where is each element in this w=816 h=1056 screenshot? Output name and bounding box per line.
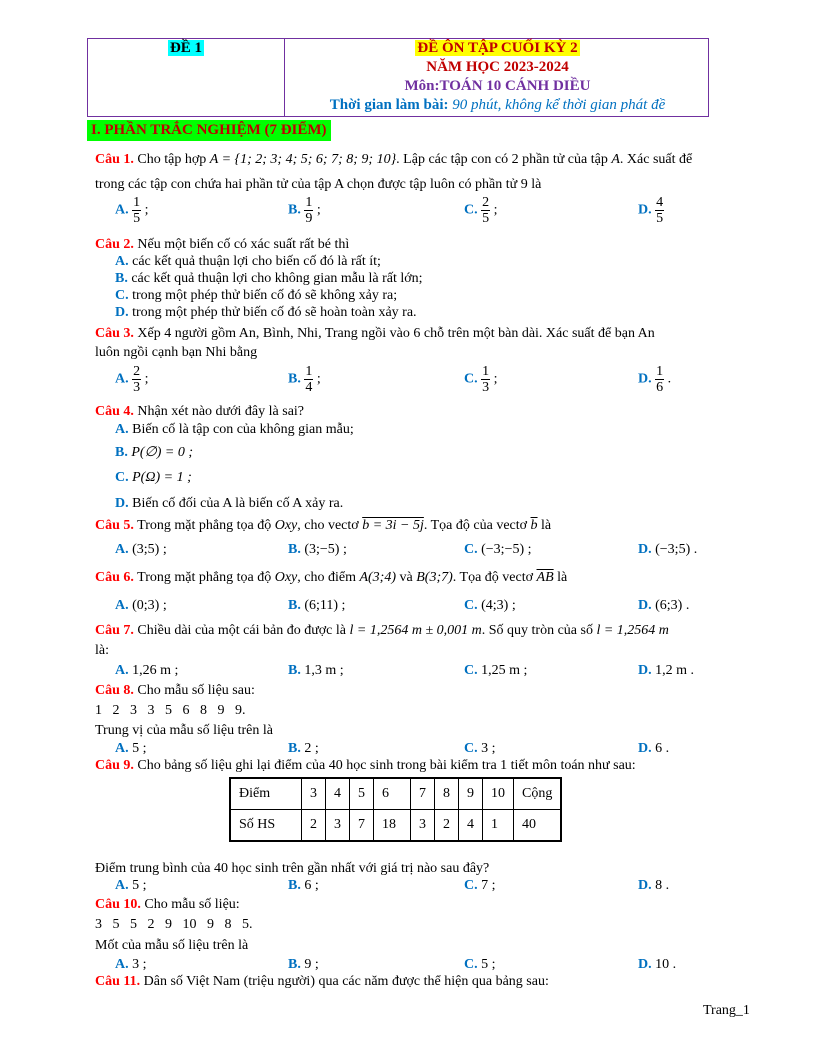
q5-question: Câu 5. Trong mặt phẳng tọa độ Oxy, cho vectơ b = 3i − 5j. Tọa độ của vectơ $\overline{b}$ là xyxy=(95,518,552,533)
q7-opt-b[interactable]: B. 1,3 m ; xyxy=(288,663,344,678)
q8-opt-d[interactable]: D. 6 . xyxy=(638,741,670,756)
table-cell: Điểm xyxy=(230,778,302,810)
q5-opt-c[interactable]: C. (−3;−5) ; xyxy=(464,542,532,557)
q10-line3: Mốt của mẫu số liệu trên là xyxy=(95,938,249,953)
q4-opt-c[interactable]: C. P(Ω) = 1 ; xyxy=(115,470,192,485)
q7-opt-c[interactable]: C. 1,25 m ; xyxy=(464,663,528,678)
table-cell: 3 xyxy=(326,810,350,842)
q3-line2: luôn ngồi cạnh bạn Nhi bằng xyxy=(95,345,258,360)
score-table xyxy=(229,777,562,842)
q6-opt-c[interactable]: C. (4;3) ; xyxy=(464,598,516,613)
q3-opt-d[interactable]: D. $\frac{1}{6}$ . xyxy=(638,364,672,395)
q4-opt-b[interactable]: B. P(∅) = 0 ; xyxy=(115,445,194,460)
q8-opt-a[interactable]: A. 5 ; xyxy=(115,741,147,756)
q2-opt-d[interactable]: D. trong một phép thử biến cố đó sẽ hoàn toàn xảy ra. xyxy=(115,305,417,320)
q7-line2: là: xyxy=(95,643,109,658)
q4-opt-a[interactable]: A. Biến cố là tập con của không gian mẫu; xyxy=(115,422,354,437)
q10-question: Câu 10. Cho mẫu số liệu: xyxy=(95,897,240,912)
q4-question: Câu 4. Nhận xét nào dưới đây là sai? xyxy=(95,404,305,419)
exam-title: ĐỀ ÔN TẬP CUỐI KỲ 2 xyxy=(417,40,578,56)
q2-opt-c[interactable]: C. trong một phép thử biến cố đó sẽ không xảy ra; xyxy=(115,288,398,303)
q9-opt-c[interactable]: C. 7 ; xyxy=(464,878,496,893)
table-cell: 6 xyxy=(374,778,411,810)
q8-data: 1 2 3 3 5 6 8 9 9. xyxy=(95,703,246,718)
table-cell: Cộng xyxy=(514,778,562,810)
q5-opt-a[interactable]: A. (3;5) ; xyxy=(115,542,167,557)
q8-line3: Trung vị của mẫu số liệu trên là xyxy=(95,723,273,738)
q5-opt-d[interactable]: D. (−3;5) . xyxy=(638,542,698,557)
q9-opt-a[interactable]: A. 5 ; xyxy=(115,878,147,893)
q4-opt-d[interactable]: D. Biến cố đối của A là biến cố A xảy ra. xyxy=(115,496,344,511)
q2-opt-b[interactable]: B. các kết quả thuận lợi cho không gian mẫu là rất lớn; xyxy=(115,271,423,286)
q1-opt-a[interactable]: A. $\frac{1}{5}$ ; xyxy=(115,195,149,226)
q8-question: Câu 8. Cho mẫu số liệu sau: xyxy=(95,683,255,698)
section-title: I. PHẦN TRẮC NGHIỆM (7 ĐIỂM) xyxy=(87,120,331,141)
q6-opt-b[interactable]: B. (6;11) ; xyxy=(288,598,346,613)
header-box xyxy=(87,38,709,117)
page-footer: Trang_1 xyxy=(703,1003,750,1018)
table-cell: 4 xyxy=(459,810,483,842)
q8-opt-c[interactable]: C. 3 ; xyxy=(464,741,496,756)
q2-question: Câu 2. Nếu một biến cố có xác suất rất bé thì xyxy=(95,237,350,252)
q1-opt-d[interactable]: D. $\frac{4}{5}$ xyxy=(638,195,664,226)
q10-data: 3 5 5 2 9 10 9 8 5. xyxy=(95,917,253,932)
table-cell: 5 xyxy=(350,778,374,810)
table-cell: 10 xyxy=(483,778,514,810)
table-row xyxy=(230,810,561,842)
q1-line2: trong các tập con chứa hai phần tử của tập A chọn được tập luôn có phần tử 9 là xyxy=(95,177,542,192)
exam-number: ĐỀ 1 xyxy=(169,40,203,56)
table-cell: 3 xyxy=(302,778,326,810)
table-cell: Số HS xyxy=(230,810,302,842)
q1-line1: Câu 1. Cho tập hợp A = {1; 2; 3; 4; 5; 6; 7; 8; 9; 10}. Lập các tập con có 2 phần tử của tập A. Xác suất để xyxy=(95,152,693,167)
q5-opt-b[interactable]: B. (3;−5) ; xyxy=(288,542,347,557)
q7-opt-d[interactable]: D. 1,2 m . xyxy=(638,663,695,678)
q7-opt-a[interactable]: A. 1,26 m ; xyxy=(115,663,179,678)
q6-opt-d[interactable]: D. (6;3) . xyxy=(638,598,690,613)
table-cell: 7 xyxy=(411,778,435,810)
q6-opt-a[interactable]: A. (0;3) ; xyxy=(115,598,167,613)
q3-opt-c[interactable]: C. $\frac{1}{3}$ ; xyxy=(464,364,498,395)
subject: Môn:TOÁN 10 CÁNH DIỀU xyxy=(404,78,591,94)
q10-opt-b[interactable]: B. 9 ; xyxy=(288,957,319,972)
q10-opt-c[interactable]: C. 5 ; xyxy=(464,957,496,972)
q7-line1: Câu 7. Chiều dài của một cái bản đo được là l = 1,2564 m ± 0,001 m. Số quy tròn của số l = 1,2564 m xyxy=(95,623,669,638)
table-cell: 2 xyxy=(435,810,459,842)
q8-opt-b[interactable]: B. 2 ; xyxy=(288,741,319,756)
school-year: NĂM HỌC 2023-2024 xyxy=(426,59,569,75)
table-row xyxy=(230,778,561,810)
table-cell: 7 xyxy=(350,810,374,842)
time-line: Thời gian làm bài: 90 phút, không kể thời gian phát đề xyxy=(329,97,666,113)
table-cell: 3 xyxy=(411,810,435,842)
table-cell: 18 xyxy=(374,810,411,842)
q9-opt-d[interactable]: D. 8 . xyxy=(638,878,670,893)
q1-opt-b[interactable]: B. $\frac{1}{9}$ ; xyxy=(288,195,321,226)
q9-after: Điểm trung bình của 40 học sinh trên gần nhất với giá trị nào sau đây? xyxy=(95,861,490,876)
q10-opt-d[interactable]: D. 10 . xyxy=(638,957,677,972)
table-cell: 9 xyxy=(459,778,483,810)
q9-question: Câu 9. Cho bảng số liệu ghi lại điểm của 40 học sinh trong bài kiểm tra 1 tiết môn toán như sau: xyxy=(95,758,636,773)
q2-opt-a[interactable]: A. các kết quả thuận lợi cho biến cố đó là rất ít; xyxy=(115,254,381,269)
table-cell: 40 xyxy=(514,810,562,842)
q6-question: Câu 6. Trong mặt phẳng tọa độ Oxy, cho điểm A(3;4) và B(3;7). Tọa độ vectơ $\overline{AB}$ là xyxy=(95,570,568,585)
q11-question: Câu 11. Dân số Việt Nam (triệu người) qua các năm được thể hiện qua bảng sau: xyxy=(95,974,549,989)
q1-opt-c[interactable]: C. $\frac{2}{5}$ ; xyxy=(464,195,498,226)
q3-opt-a[interactable]: A. $\frac{2}{3}$ ; xyxy=(115,364,149,395)
q3-line1: Câu 3. Xếp 4 người gồm An, Bình, Nhi, Trang ngồi vào 6 chỗ trên một bàn dài. Xác suất để bạn An xyxy=(95,326,655,341)
table-cell: 2 xyxy=(302,810,326,842)
table-cell: 8 xyxy=(435,778,459,810)
q10-opt-a[interactable]: A. 3 ; xyxy=(115,957,147,972)
q3-opt-b[interactable]: B. $\frac{1}{4}$ ; xyxy=(288,364,321,395)
table-cell: 4 xyxy=(326,778,350,810)
table-cell: 1 xyxy=(483,810,514,842)
q9-opt-b[interactable]: B. 6 ; xyxy=(288,878,319,893)
